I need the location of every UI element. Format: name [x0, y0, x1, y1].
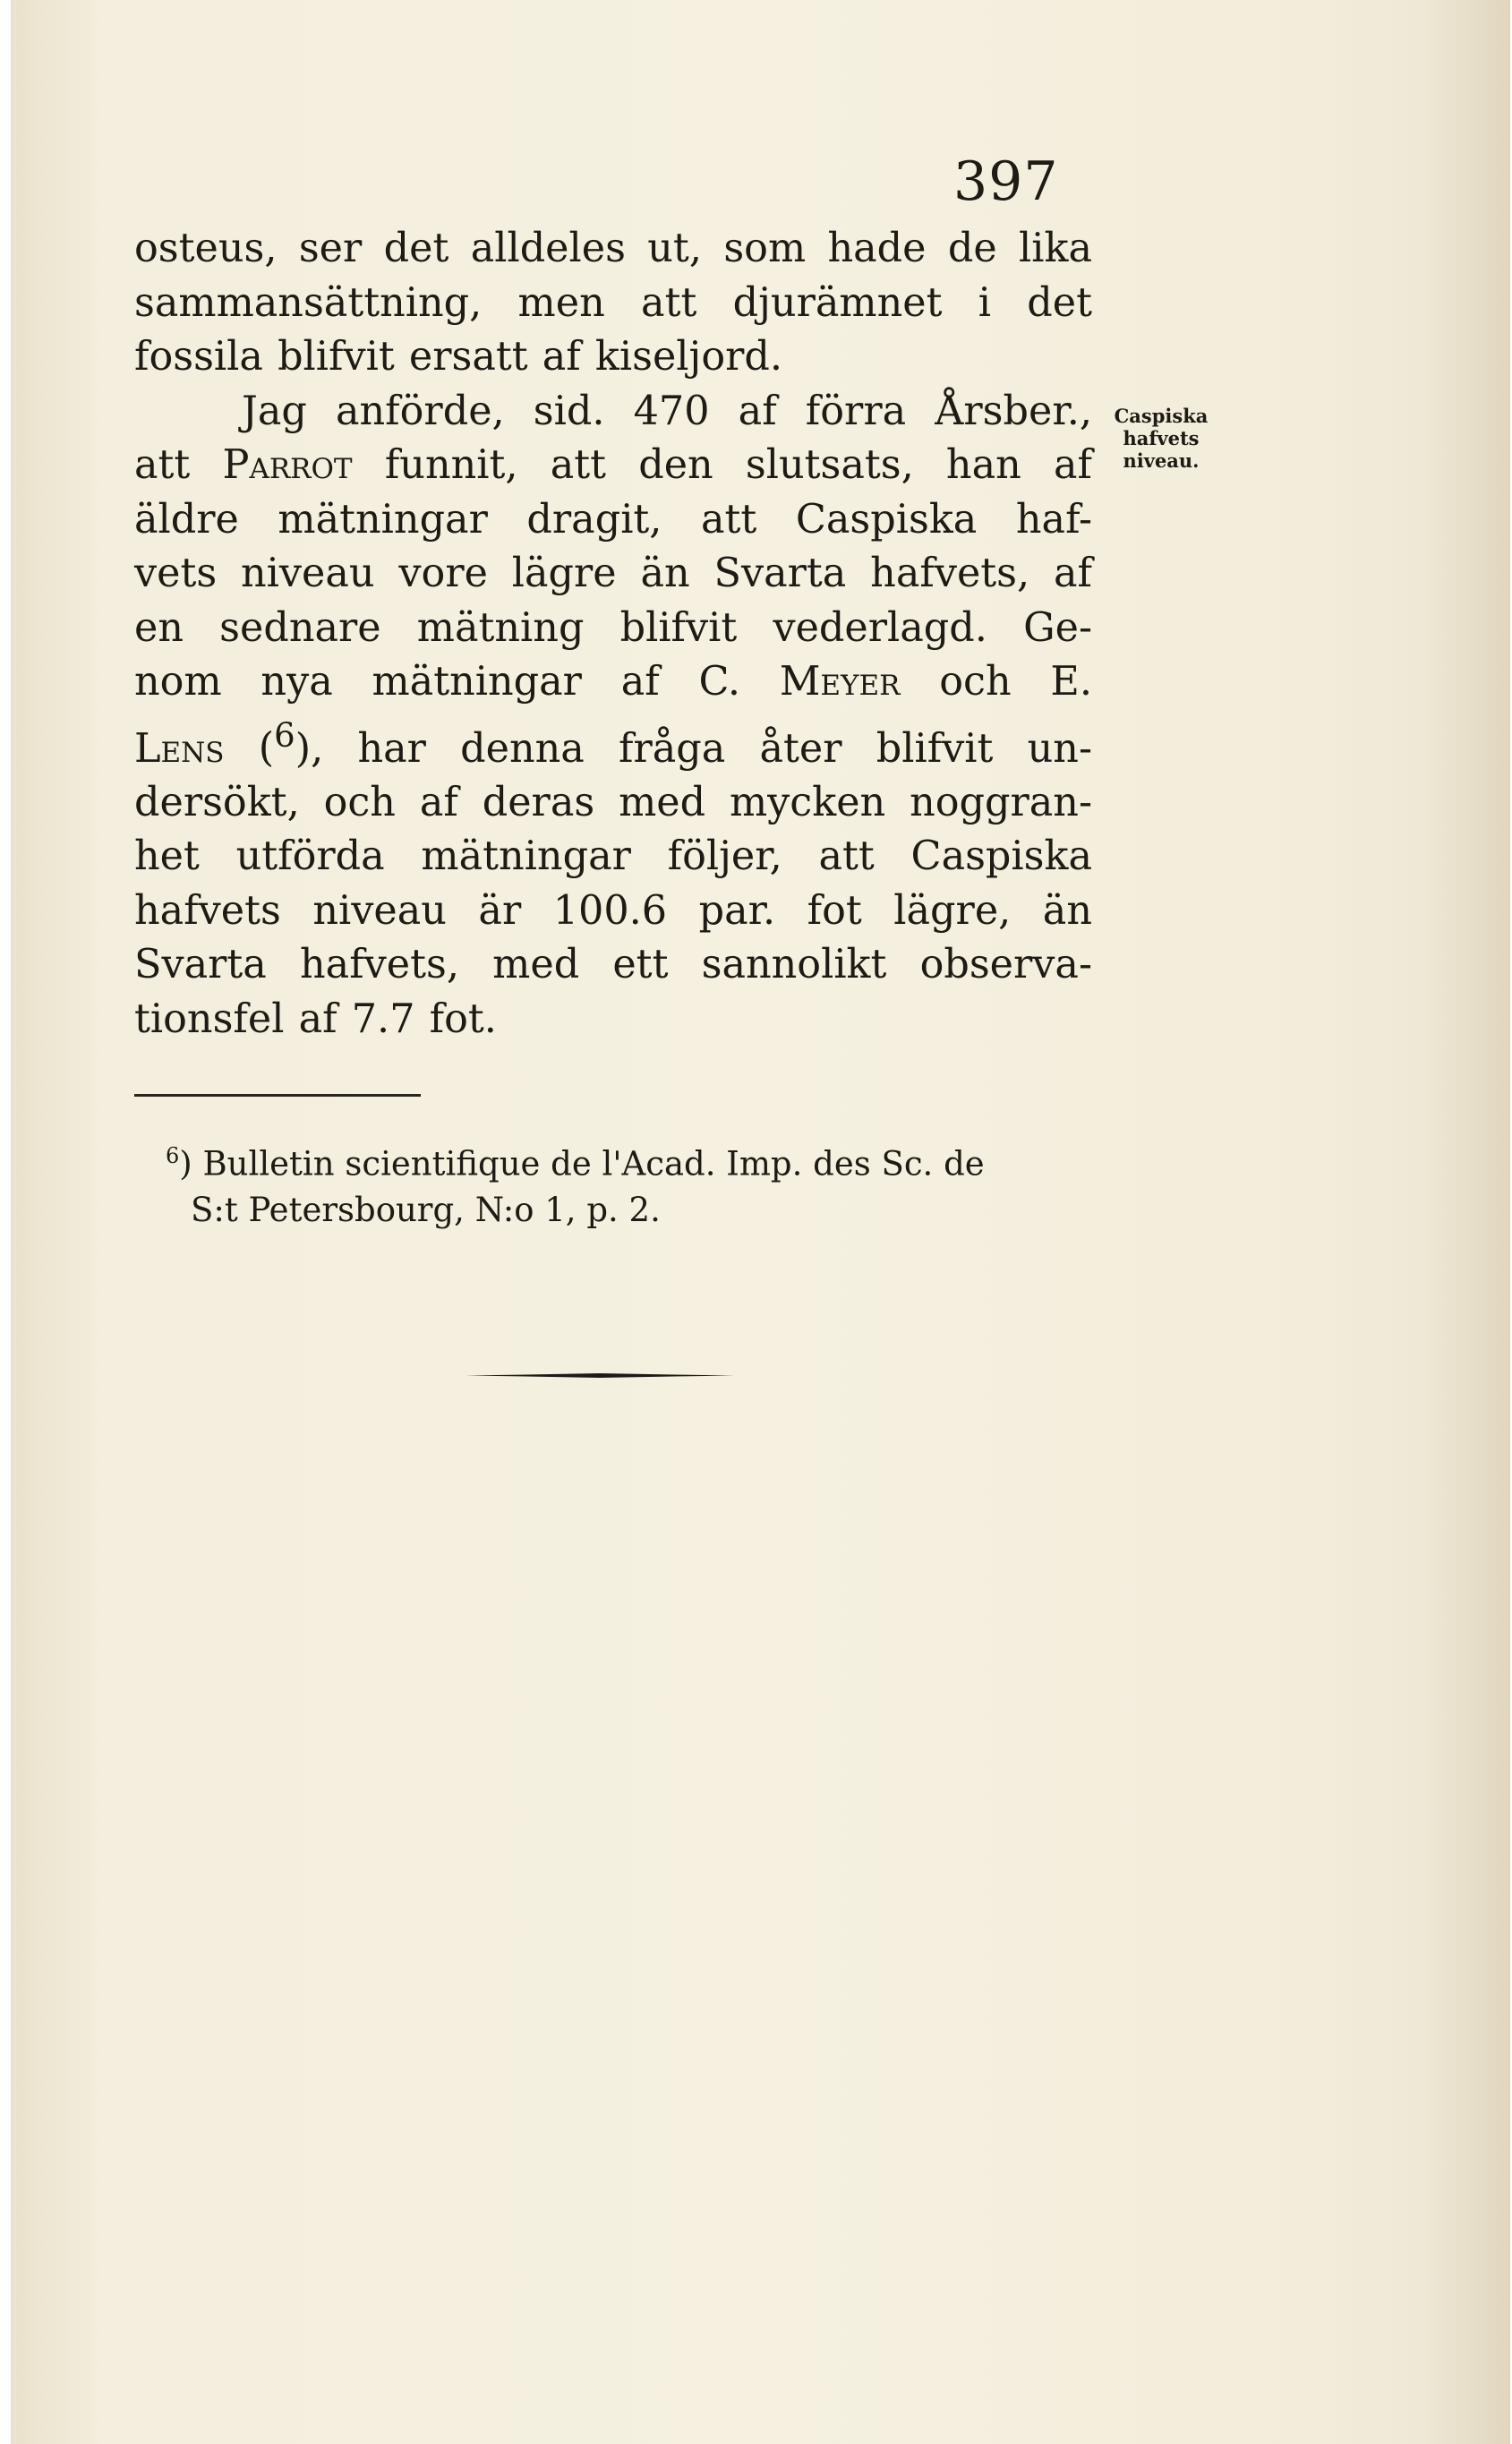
end-ornament-rule	[466, 1372, 734, 1379]
text-fragment: ), har denna fråga åter blifvit un-	[295, 725, 1092, 772]
paper-bleed-through	[1295, 0, 1510, 2444]
text-line: Jag anförde, sid. 470 af förra Årsber.,	[242, 388, 1092, 434]
footnote-reference: ($^6$	[258, 716, 295, 772]
text-fragment: nom nya mätningar af C.	[134, 659, 741, 705]
author-name-lens: Lens	[134, 725, 225, 772]
marginal-note-line: Caspiska	[1114, 405, 1209, 427]
footnote-line: S:t Petersbourg, N:o 1, p. 2.	[191, 1191, 661, 1230]
author-name-parrot: Parrot	[222, 442, 353, 488]
text-line: äldre mätningar dragit, att Caspiska haf-	[134, 496, 1092, 543]
text-line: tionsfel af 7.7 fot.	[134, 996, 497, 1042]
footnote-text: ) Bulletin scientifique de l'Acad. Imp. des Sc. de	[179, 1144, 985, 1184]
text-line: het utförda mätningar följer, att Caspiska	[134, 833, 1092, 880]
footnote-mark: 6	[166, 1143, 180, 1168]
marginal-note-line: niveau.	[1123, 449, 1200, 472]
text-fragment: att	[134, 442, 191, 488]
footnote-line	[166, 1132, 1097, 1187]
text-line: sammansättning, men att djurämnet i det	[134, 279, 1092, 326]
footnote	[166, 1132, 1097, 1234]
text-line: hafvets niveau är 100.6 par. fot lägre, än	[134, 887, 1092, 934]
author-name-meyer: Meyer	[779, 659, 901, 705]
marginal-note-line: hafvets	[1123, 427, 1200, 449]
text-line	[134, 655, 1092, 710]
text-line: vets niveau vore lägre än Svarta hafvets, af	[134, 551, 1092, 596]
marginal-note	[1094, 405, 1228, 472]
text-line: Svarta hafvets, med ett sannolikt observa-	[134, 942, 1092, 988]
text-line: en sednare mätning blifvit vederlagd. Ge-	[134, 604, 1092, 651]
page-number: 397	[953, 150, 1059, 213]
text-line	[134, 710, 1092, 776]
text-line: osteus, ser det alldeles ut, som hade de lika	[134, 226, 1092, 271]
text-fragment: och E.	[939, 659, 1092, 705]
text-line	[134, 439, 1092, 493]
text-line: fossila blifvit ersatt af kiseljord.	[134, 334, 783, 380]
text-line: dersökt, och af deras med mycken noggran-	[134, 779, 1092, 825]
body-text	[134, 222, 1092, 1047]
footnote-rule	[134, 1094, 421, 1097]
text-fragment: funnit, att den slutsats, han af	[384, 442, 1092, 488]
